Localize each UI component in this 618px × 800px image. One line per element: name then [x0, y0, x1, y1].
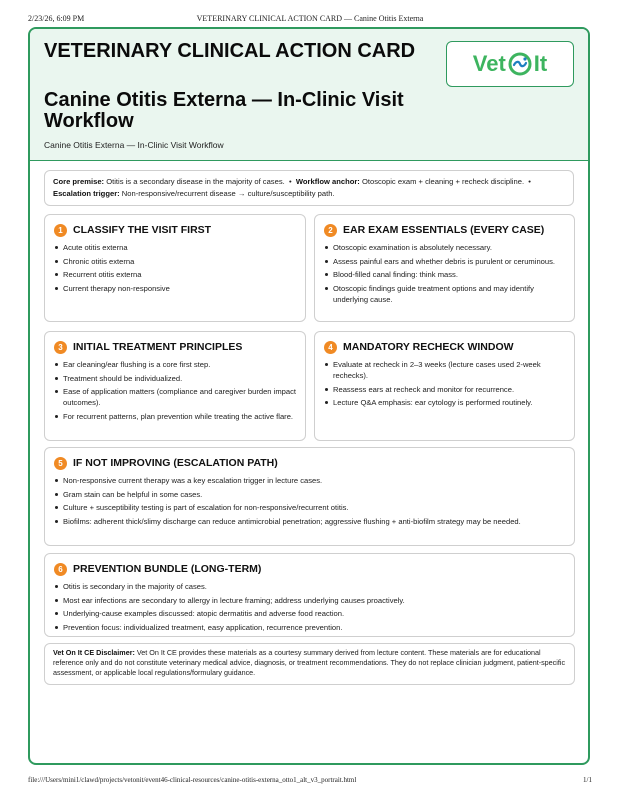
section-title: EAR EXAM ESSENTIALS (EVERY CASE): [343, 224, 545, 236]
print-doc-title: VETERINARY CLINICAL ACTION CARD — Canine Otitis Externa: [196, 14, 424, 23]
list-item: Current therapy non-responsive: [54, 283, 297, 294]
list-item: Prevention focus: individualized treatment, easy application, recurrence prevention.: [54, 622, 566, 633]
card-header: [30, 29, 588, 161]
section-title: INITIAL TREATMENT PRINCIPLES: [73, 341, 243, 353]
list-item: Otoscopic examination is absolutely necessary.: [324, 242, 566, 253]
disclaimer-text: Vet On It CE provides these materials as a courtesy summary derived from lecture content. These materials are for educational reference only and do not constitute veterinary medical advice, diagnosis, or treatment recommendations. They do not replace clinician judgment, patient-specific assessment, or applicable local regulations/formulary guidance.: [53, 648, 566, 677]
section-number-badge: 3: [54, 341, 67, 354]
list-item: Evaluate at recheck in 2–3 weeks (lecture cases used 2-week rechecks).: [324, 359, 566, 381]
list-item: Lecture Q&A emphasis: ear cytology is performed routinely.: [324, 397, 566, 408]
section-title: CLASSIFY THE VISIT FIRST: [73, 224, 212, 236]
vet-on-it-logo: [446, 41, 574, 87]
section-title: MANDATORY RECHECK WINDOW: [343, 341, 514, 353]
list-item: Recurrent otitis externa: [54, 269, 297, 280]
page-subtitle: Canine Otitis Externa — In-Clinic Visit Workflow: [44, 89, 404, 132]
print-datetime: 2/23/26, 6:09 PM: [28, 14, 85, 23]
workflow-anchor-label: Workflow anchor:: [295, 177, 360, 186]
section-escalation-path: [44, 447, 575, 546]
list-item: For recurrent patterns, plan prevention while treating the active flare.: [54, 411, 297, 422]
list-item: Reassess ears at recheck and monitor for recurrence.: [324, 384, 566, 395]
action-card: [28, 27, 590, 765]
list-item: Treatment should be individualized.: [54, 373, 297, 384]
section-number-badge: 2: [324, 224, 337, 237]
list-item: Most ear infections are secondary to allergy in lecture framing; address underlying causes proactively.: [54, 595, 566, 606]
print-page-number: 1/1: [583, 776, 592, 784]
section-number-badge: 6: [54, 563, 67, 576]
print-header: [28, 14, 592, 26]
list-item: Acute otitis externa: [54, 242, 297, 253]
section-recheck-window: [314, 331, 575, 441]
section-ear-exam: [314, 214, 575, 322]
header-caption: Canine Otitis Externa — In-Clinic Visit Workflow: [44, 140, 224, 150]
workflow-anchor-text: Otoscopic exam + cleaning + recheck discipline.: [361, 177, 525, 186]
list-item: Chronic otitis externa: [54, 256, 297, 267]
disclaimer-box: [44, 643, 575, 685]
section-number-badge: 5: [54, 457, 67, 470]
list-item: Blood-filled canal finding: think mass.: [324, 269, 566, 280]
list-item: Otitis is secondary in the majority of cases.: [54, 581, 566, 592]
list-item: Non-responsive current therapy was a key escalation trigger in lecture cases.: [54, 475, 566, 486]
list-item: Biofilms: adherent thick/slimy discharge can reduce antimicrobial penetration; aggressive flushing + anti-biofilm strategy may be needed.: [54, 516, 566, 527]
list-item: Culture + susceptibility testing is part of escalation for non-responsive/recurrent otitis.: [54, 502, 566, 513]
list-item: Otoscopic findings guide treatment options and may identify underlying cause.: [324, 283, 566, 305]
escalation-trigger-label: Escalation trigger:: [53, 189, 120, 198]
section-title: IF NOT IMPROVING (ESCALATION PATH): [73, 457, 278, 469]
premise-box: Core premise: Otitis is a secondary disease in the majority of cases. • Workflow anchor: Otoscopic exam + cleaning + recheck discipline. • Escalation trigger: Non-responsive/recurrent disease → culture/susceptibility path.: [44, 170, 574, 206]
section-number-badge: 4: [324, 341, 337, 354]
page-title: VETERINARY CLINICAL ACTION CARD: [44, 40, 416, 62]
disclaimer-label: Vet On It CE Disclaimer:: [53, 648, 135, 657]
logo-text-right: It: [533, 51, 548, 76]
section-classify-visit: [44, 214, 306, 322]
section-number-badge: 1: [54, 224, 67, 237]
section-initial-treatment: [44, 331, 306, 441]
escalation-trigger-text: Non-responsive/recurrent disease → culture/susceptibility path.: [121, 189, 335, 198]
print-footer: [28, 776, 592, 788]
section-prevention-bundle: [44, 553, 575, 637]
core-premise-text: Otitis is a secondary disease in the majority of cases.: [106, 177, 285, 186]
logo-text-left: Vet: [472, 51, 506, 76]
globe-o-icon: [508, 52, 532, 76]
core-premise-label: Core premise:: [53, 177, 105, 186]
list-item: Ear cleaning/ear flushing is a core first step.: [54, 359, 297, 370]
list-item: Assess painful ears and whether debris is purulent or ceruminous.: [324, 256, 566, 267]
list-item: Underlying-cause examples discussed: atopic dermatitis and adverse food reaction.: [54, 608, 566, 619]
section-title: PREVENTION BUNDLE (LONG-TERM): [73, 563, 262, 575]
list-item: Gram stain can be helpful in some cases.: [54, 489, 566, 500]
list-item: Ease of application matters (compliance and caregiver burden impact outcomes).: [54, 386, 297, 408]
print-file-path: file:///Users/mini1/clawd/projects/vetonit/event46-clinical-resources/canine-otitis-externa_otto1_alt_v3_portrait.html: [28, 776, 357, 784]
